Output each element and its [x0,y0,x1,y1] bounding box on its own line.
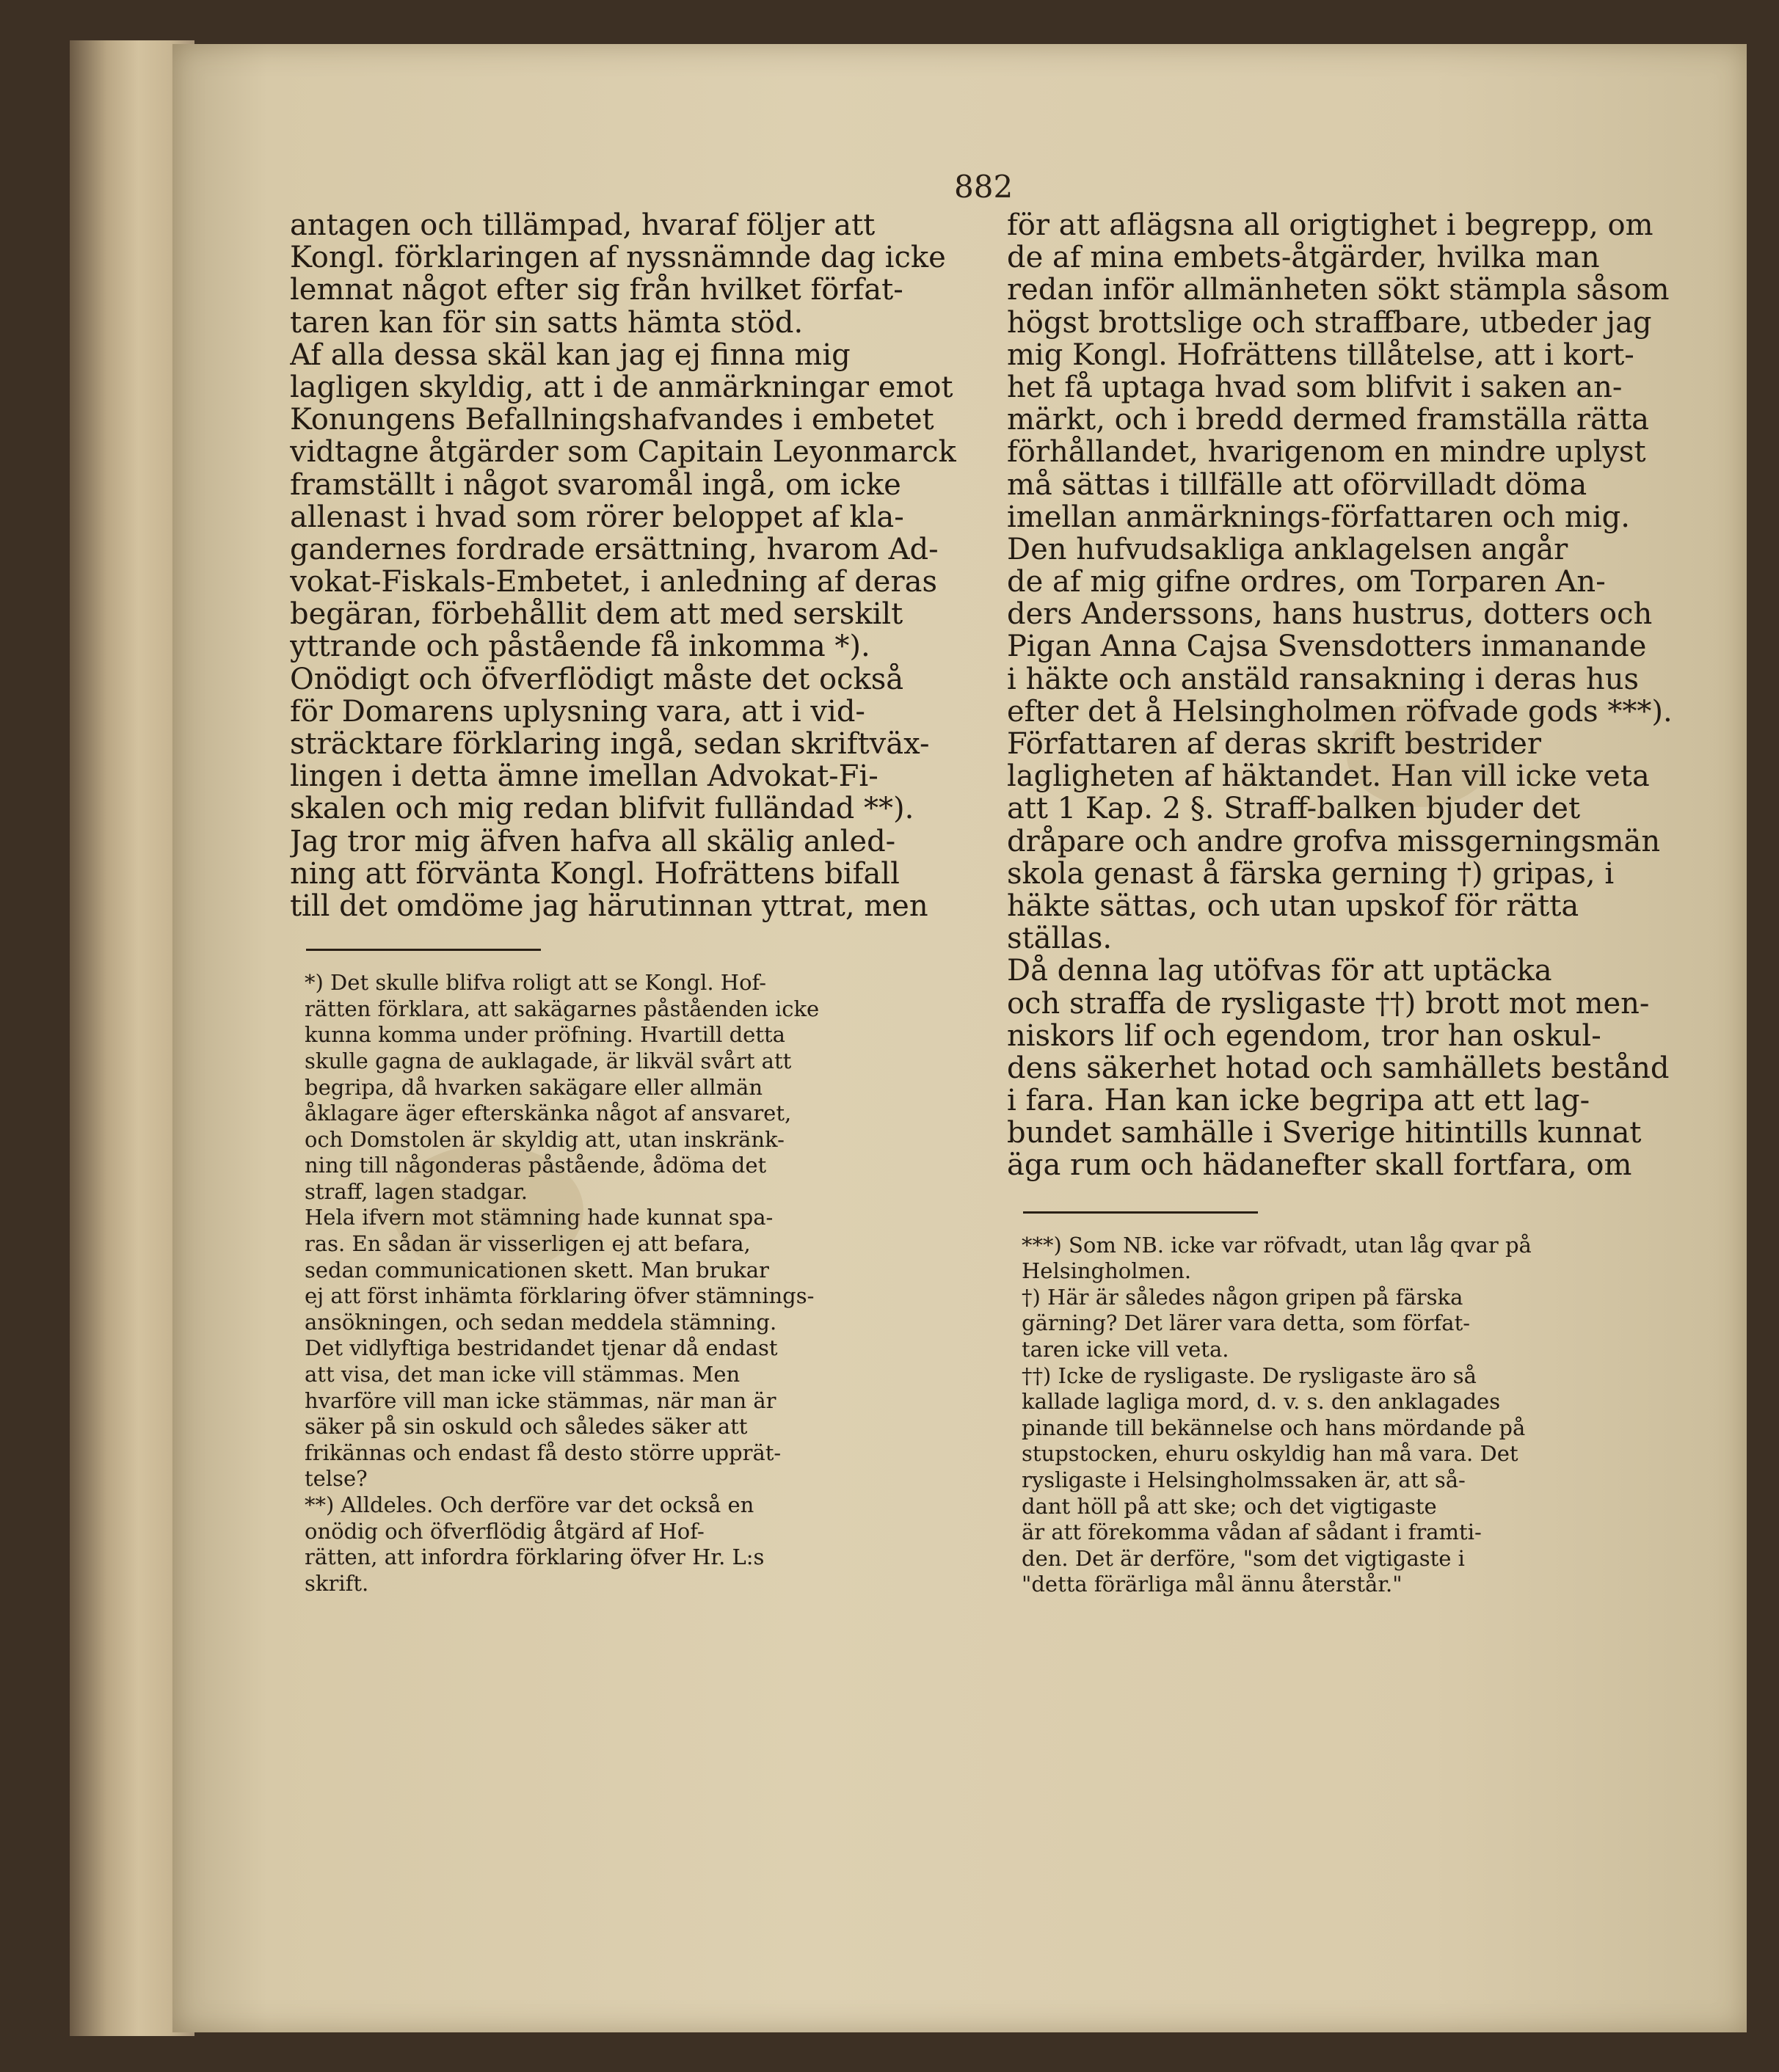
text-line: de af mig gifne ordres, om Torparen An- [1007,566,1606,599]
text-line: framställt i något svaromål ingå, om icke [290,468,901,501]
text-line: dens säkerhet hotad och samhällets bestånd [1007,1051,1670,1085]
text-line: mig Kongl. Hofrättens tillåtelse, att i kort- [1007,338,1634,371]
left-footnotes [290,970,980,1597]
text-line: Då denna lag utöfvas för att uptäcka [1007,955,1552,988]
footnote-line: rätten, att infordra förklaring öfver Hr. L:s [305,1544,765,1570]
text-line: lagligheten af häktandet. Han vill icke veta [1007,760,1650,793]
footnote-line: ning till någonderas påstående, ådöma det [305,1153,767,1178]
footnote-line: **) Alldeles. Och derföre var det också en [305,1492,754,1517]
text-line: för att aflägsna all origtighet i begrepp, om [1007,209,1654,242]
text-line: lemnat något efter sig från hvilket förfat- [290,274,903,307]
footnote-line: onödig och öfverflödig åtgärd af Hof- [305,1518,705,1544]
text-line: för Domarens uplysning vara, att i vid- [290,695,865,728]
text-line: gandernes fordrade ersättning, hvarom Ad- [290,533,939,566]
text-line: äga rum och hädanefter skall fortfara, om [1007,1149,1632,1182]
text-line: Jag tror mig äfven hafva all skälig anled- [290,825,896,858]
footnote-line: säker på sin oskuld och således säker att [305,1414,748,1440]
text-line: dråpare och andre grofva missgerningsmän [1007,825,1661,858]
footnote-line: †) Här är således någon gripen på färska [1022,1284,1463,1310]
text-line: till det omdöme jag härutinnan yttrat, men [290,889,928,923]
right-column [1007,209,1708,1598]
text-line: ders Anderssons, hans hustrus, dotters och [1007,598,1653,631]
footnote-line: frikännas och endast få desto större upprät- [305,1440,782,1465]
text-line: att 1 Kap. 2 §. Straff-balken bjuder det [1007,792,1581,825]
footnote-line: att visa, det man icke vill stämmas. Men [305,1362,741,1387]
text-line: skalen och mig redan blifvit fulländad **). [290,792,914,825]
footnote-line: skrift. [305,1570,369,1596]
footnote-line: begripa, då hvarken sakägare eller allmän [305,1074,763,1100]
text-line: efter det å Helsingholmen röfvade gods ***). [1007,695,1673,728]
footnote-line: ††) Icke de rysligaste. De rysligaste äro så [1022,1363,1477,1388]
text-line: förhållandet, hvarigenom en mindre uplyst [1007,436,1646,469]
footnote-line: Hela ifvern mot stämning hade kunnat spa- [305,1205,774,1230]
footnote-line: ***) Som NB. icke var röfvadt, utan låg qvar på [1022,1232,1532,1258]
text-line: Pigan Anna Cajsa Svensdotters inmanande [1007,630,1647,663]
text-line: niskors lif och egendom, tror han oskul- [1007,1019,1601,1052]
footnote-line: kallade lagliga mord, d. v. s. den anklagades [1022,1389,1501,1415]
text-line: taren kan för sin satts hämta stöd. [290,306,804,339]
text-line: i häkte och anstäld ransakning i deras hus [1007,663,1639,696]
text-line: märkt, och i bredd dermed framställa rätta [1007,404,1650,437]
footnote-line: hvarföre vill man icke stämmas, när man är [305,1387,776,1413]
footnote-line: rätten förklara, att sakägarnes påståenden icke [305,996,820,1021]
footnote-line: sedan communicationen skett. Man brukar [305,1257,769,1283]
text-line: i fara. Han kan icke begripa att ett lag- [1007,1084,1590,1117]
text-line: och straffa de rysligaste ††) brott mot men- [1007,987,1650,1020]
text-line: ning att förvänta Kongl. Hofrättens bifall [290,857,900,890]
footnote-line: telse? [305,1466,368,1492]
footnote-line: den. Det är derföre, "som det vigtigaste i [1022,1545,1465,1571]
footnote-line: och Domstolen är skyldig att, utan inskränk- [305,1126,785,1152]
footnote-line: ras. En sådan är visserligen ej att befara, [305,1231,751,1257]
footnote-line: Helsingholmen. [1022,1258,1192,1284]
text-line: antagen och tillämpad, hvaraf följer att [290,209,876,242]
text-line: häkte sättas, och utan upskof för rätta [1007,889,1579,923]
footnote-line: gärning? Det lärer vara detta, som förfat- [1022,1310,1471,1336]
page-number: 882 [954,169,1014,205]
text-line: Författaren af deras skrift bestrider [1007,728,1542,761]
text-line: het få uptaga hvad som blifvit i saken an- [1007,371,1623,404]
text-line: bundet samhälle i Sverige hitintills kunnat [1007,1117,1642,1150]
footnote-line: pinande till bekännelse och hans mördande på [1022,1415,1526,1440]
footnote-line: Det vidlyftiga bestridandet tjenar då endast [305,1335,778,1361]
footnote-line: ej att först inhämta förklaring öfver stämnings- [305,1283,815,1309]
text-line: vidtagne åtgärder som Capitain Leyonmarck [290,436,956,469]
footnote-rule [306,949,541,951]
footnote-line: "detta förärliga mål ännu återstår." [1022,1572,1403,1597]
left-body-text [290,209,980,922]
footnote-line: *) Det skulle blifva roligt att se Kongl. Hof- [305,970,767,996]
footnote-line: är att förekomma vådan af sådant i framti- [1022,1520,1482,1545]
text-line: vokat-Fiskals-Embetet, i anledning af deras [290,566,937,599]
footnote-line: skulle gagna de auklagade, är likväl svårt att [305,1048,792,1073]
right-footnotes [1007,1233,1708,1598]
footnote-line: taren icke vill veta. [1022,1337,1229,1362]
text-line: må sättas i tillfälle att oförvilladt döma [1007,468,1587,501]
text-line: imellan anmärknings-författaren och mig. [1007,500,1630,533]
text-line: Kongl. förklaringen af nyssnämnde dag icke [290,241,946,274]
text-line: allenast i hvad som rörer beloppet af kla- [290,500,904,533]
footnote-line: rysligaste i Helsingholmssaken är, att så- [1022,1467,1466,1492]
text-line: lagligen skyldig, att i de anmärkningar emot [290,371,953,404]
footnote-line: straff, lagen stadgar. [305,1178,528,1204]
footnote-line: stupstocken, ehuru oskyldig han må vara. Det [1022,1441,1518,1467]
text-line: högst brottslige och straffbare, utbeder jag [1007,306,1652,339]
text-line: yttrande och påstående få inkomma *). [290,630,870,663]
text-line: Onödigt och öfverflödigt måste det också [290,663,904,696]
text-line: lingen i detta ämne imellan Advokat-Fi- [290,760,878,793]
text-line: de af mina embets-åtgärder, hvilka man [1007,241,1600,274]
text-line: Konungens Befallningshafvandes i embetet [290,404,934,437]
text-line: sträcktare förklaring ingå, sedan skriftväx- [290,728,930,761]
footnote-line: åklagare äger efterskänka något af ansvaret, [305,1101,792,1126]
text-line: redan inför allmänheten sökt stämpla såsom [1007,274,1670,307]
text-line: ställas. [1007,922,1113,955]
footnote-line: kunna komma under pröfning. Hvartill detta [305,1022,785,1048]
text-line: begäran, förbehållit dem att med serskilt [290,598,903,631]
text-line: Af alla dessa skäl kan jag ej finna mig [290,338,851,371]
text-line: skola genast å färska gerning †) gripas, i [1007,857,1615,890]
text-line: Den hufvudsakliga anklagelsen angår [1007,533,1568,566]
footnote-line: dant höll på att ske; och det vigtigaste [1022,1493,1437,1519]
left-column [290,209,980,1597]
right-body-text [1007,209,1708,1182]
footnote-rule [1023,1211,1258,1214]
footnote-line: ansökningen, och sedan meddela stämning. [305,1309,777,1335]
